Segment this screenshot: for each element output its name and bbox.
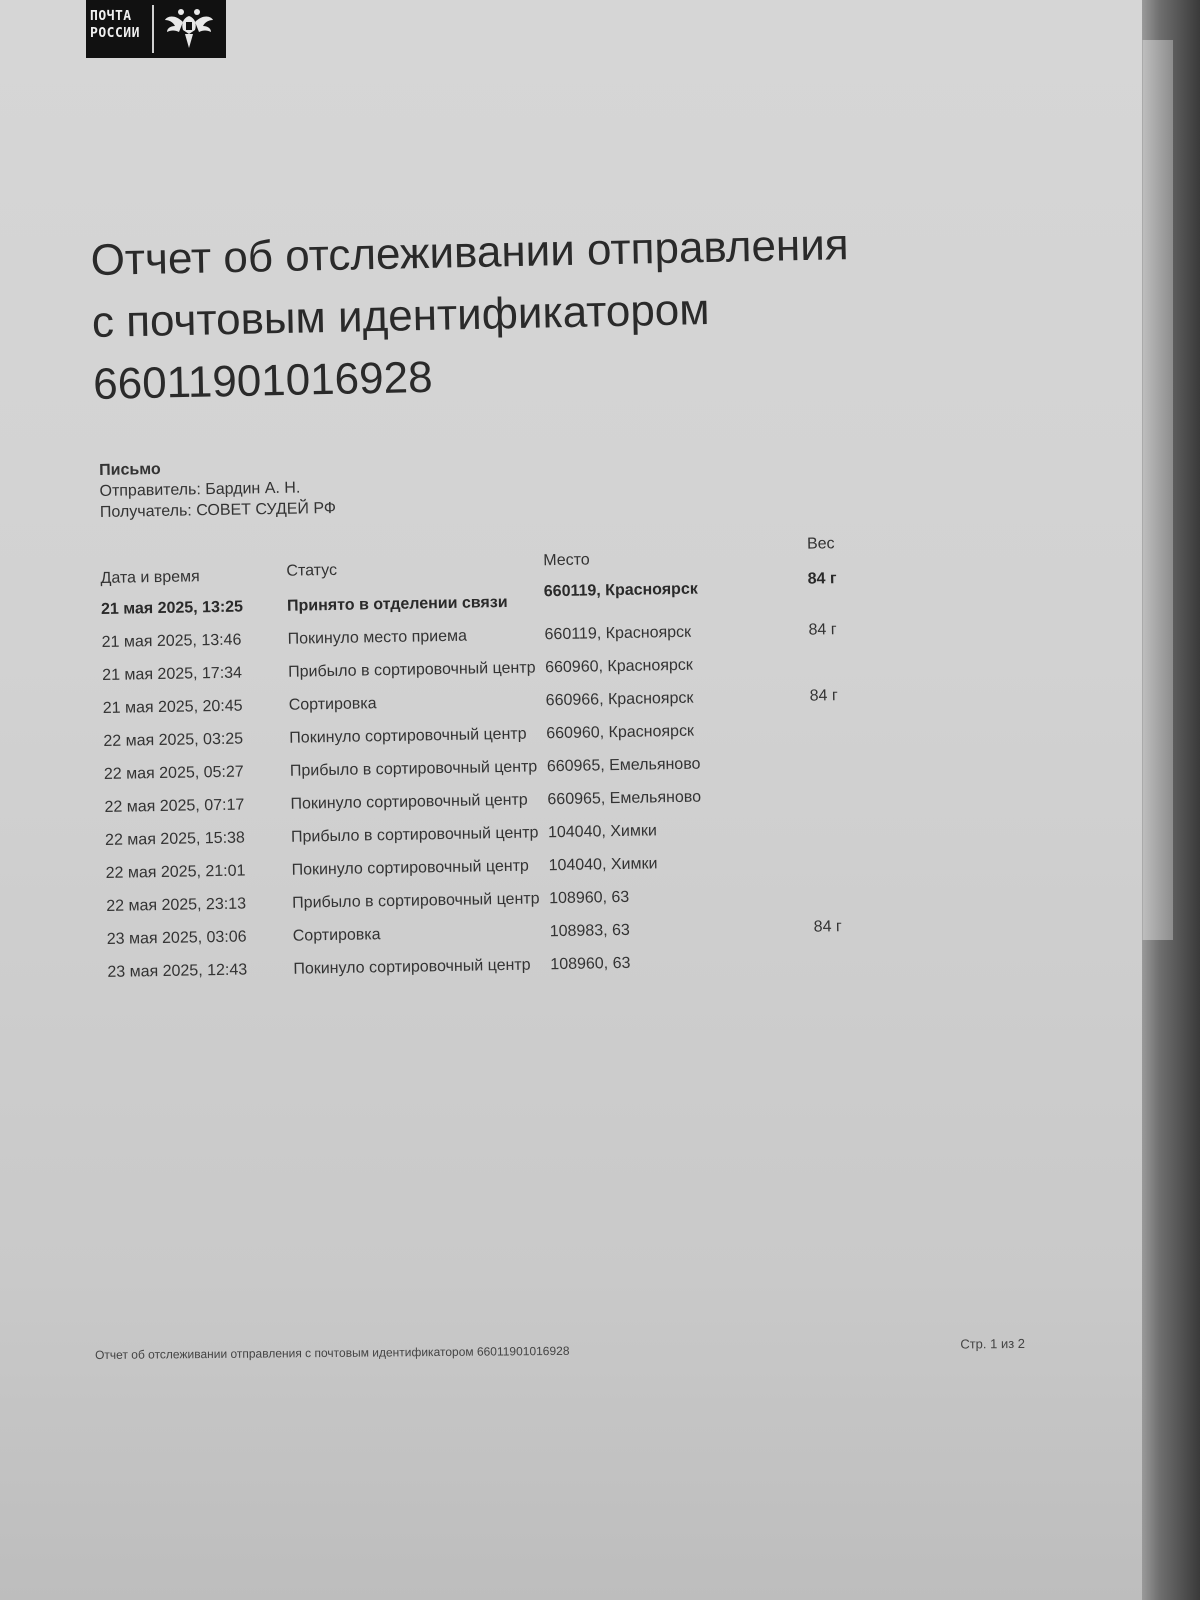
- row-status: Покинуло сортировочный центр: [291, 857, 529, 879]
- row-status: Прибыло в сортировочный центр: [288, 659, 536, 681]
- logo-line-2: РОССИИ: [90, 26, 140, 41]
- row-status: Покинуло сортировочный центр: [290, 791, 528, 813]
- row-date: 22 мая 2025, 21:01: [105, 862, 246, 882]
- row-status: Покинуло место приема: [287, 627, 468, 648]
- shipment-type: Письмо: [99, 460, 161, 479]
- row-date: 21 мая 2025, 13:46: [101, 631, 242, 651]
- row-place: 660119, Красноярск: [544, 623, 692, 644]
- russian-post-logo: [86, 0, 226, 58]
- header-status: Статус: [286, 561, 338, 580]
- row-status: Сортировка: [292, 926, 381, 945]
- sender: Отправитель: Бардин А. Н.: [99, 479, 301, 500]
- header-date: Дата и время: [100, 568, 200, 587]
- recipient: Получатель: СОВЕТ СУДЕЙ РФ: [99, 499, 337, 521]
- row-place: 108983, 63: [549, 921, 630, 941]
- row-date: 21 мая 2025, 20:45: [102, 697, 243, 717]
- row-date: 21 мая 2025, 13:25: [100, 598, 244, 618]
- row-status: Покинуло сортировочный центр: [289, 725, 527, 747]
- row-weight: [810, 712, 910, 714]
- logo-text: [86, 0, 152, 58]
- row-place: 104040, Химки: [547, 822, 657, 842]
- row-weight: [809, 646, 909, 648]
- sheet-behind: [1142, 40, 1173, 940]
- row-status: Прибыло в сортировочный центр: [292, 890, 540, 912]
- row-place: 108960, 63: [550, 954, 631, 974]
- row-date: 23 мая 2025, 03:06: [106, 928, 247, 948]
- logo-line-1: ПОЧТА: [90, 9, 132, 24]
- row-date: 22 мая 2025, 03:25: [103, 730, 244, 750]
- row-weight: [814, 943, 914, 945]
- row-place: 660965, Емельяново: [547, 788, 702, 809]
- footer-text: Отчет об отслеживании отправления с почтовым идентификатором 66011901016928: [95, 1343, 570, 1362]
- row-date: 22 мая 2025, 23:13: [106, 895, 247, 915]
- row-weight: [812, 811, 912, 813]
- row-status: Покинуло сортировочный центр: [293, 956, 531, 978]
- row-date: 23 мая 2025, 12:43: [107, 961, 248, 981]
- row-weight: [813, 877, 913, 879]
- row-date: 22 мая 2025, 05:27: [103, 763, 244, 783]
- row-place: 104040, Химки: [548, 855, 658, 875]
- row-weight: [811, 778, 911, 780]
- header-weight: Вес: [806, 535, 835, 553]
- page-title: [90, 211, 994, 416]
- row-status: Принято в отделении связи: [286, 593, 508, 615]
- row-weight: 84 г: [808, 621, 837, 639]
- tracking-table: [100, 534, 928, 988]
- shipment-info: [99, 456, 336, 523]
- double-headed-eagle-icon: [154, 0, 224, 58]
- row-status: Прибыло в сортировочный центр: [290, 824, 539, 846]
- row-status: Сортировка: [288, 695, 377, 714]
- row-place: 660965, Емельяново: [546, 755, 701, 776]
- row-weight: 84 г: [807, 570, 837, 588]
- title-line-2: с почтовым идентификатором: [91, 285, 710, 347]
- row-place: 660960, Красноярск: [546, 722, 695, 743]
- row-place: 108960, 63: [549, 888, 630, 908]
- row-weight: 84 г: [813, 918, 842, 936]
- page-footer: [95, 1335, 1026, 1362]
- row-weight: [811, 745, 911, 747]
- row-date: 21 мая 2025, 17:34: [102, 664, 243, 684]
- row-status: Прибыло в сортировочный центр: [289, 758, 538, 780]
- row-weight: 84 г: [809, 687, 838, 705]
- row-place: 660960, Красноярск: [545, 656, 693, 677]
- tracking-number: 66011901016928: [92, 352, 434, 409]
- row-date: 22 мая 2025, 15:38: [104, 829, 246, 849]
- header-place: Место: [543, 551, 590, 570]
- row-place: 660966, Красноярск: [545, 689, 694, 710]
- row-place: 660119, Красноярск: [543, 580, 698, 601]
- page-number: Стр. 1 из 2: [960, 1335, 1026, 1352]
- title-line-1: Отчет об отслеживании отправления: [90, 220, 850, 285]
- row-date: 22 мая 2025, 07:17: [104, 796, 245, 816]
- row-weight: [812, 844, 912, 846]
